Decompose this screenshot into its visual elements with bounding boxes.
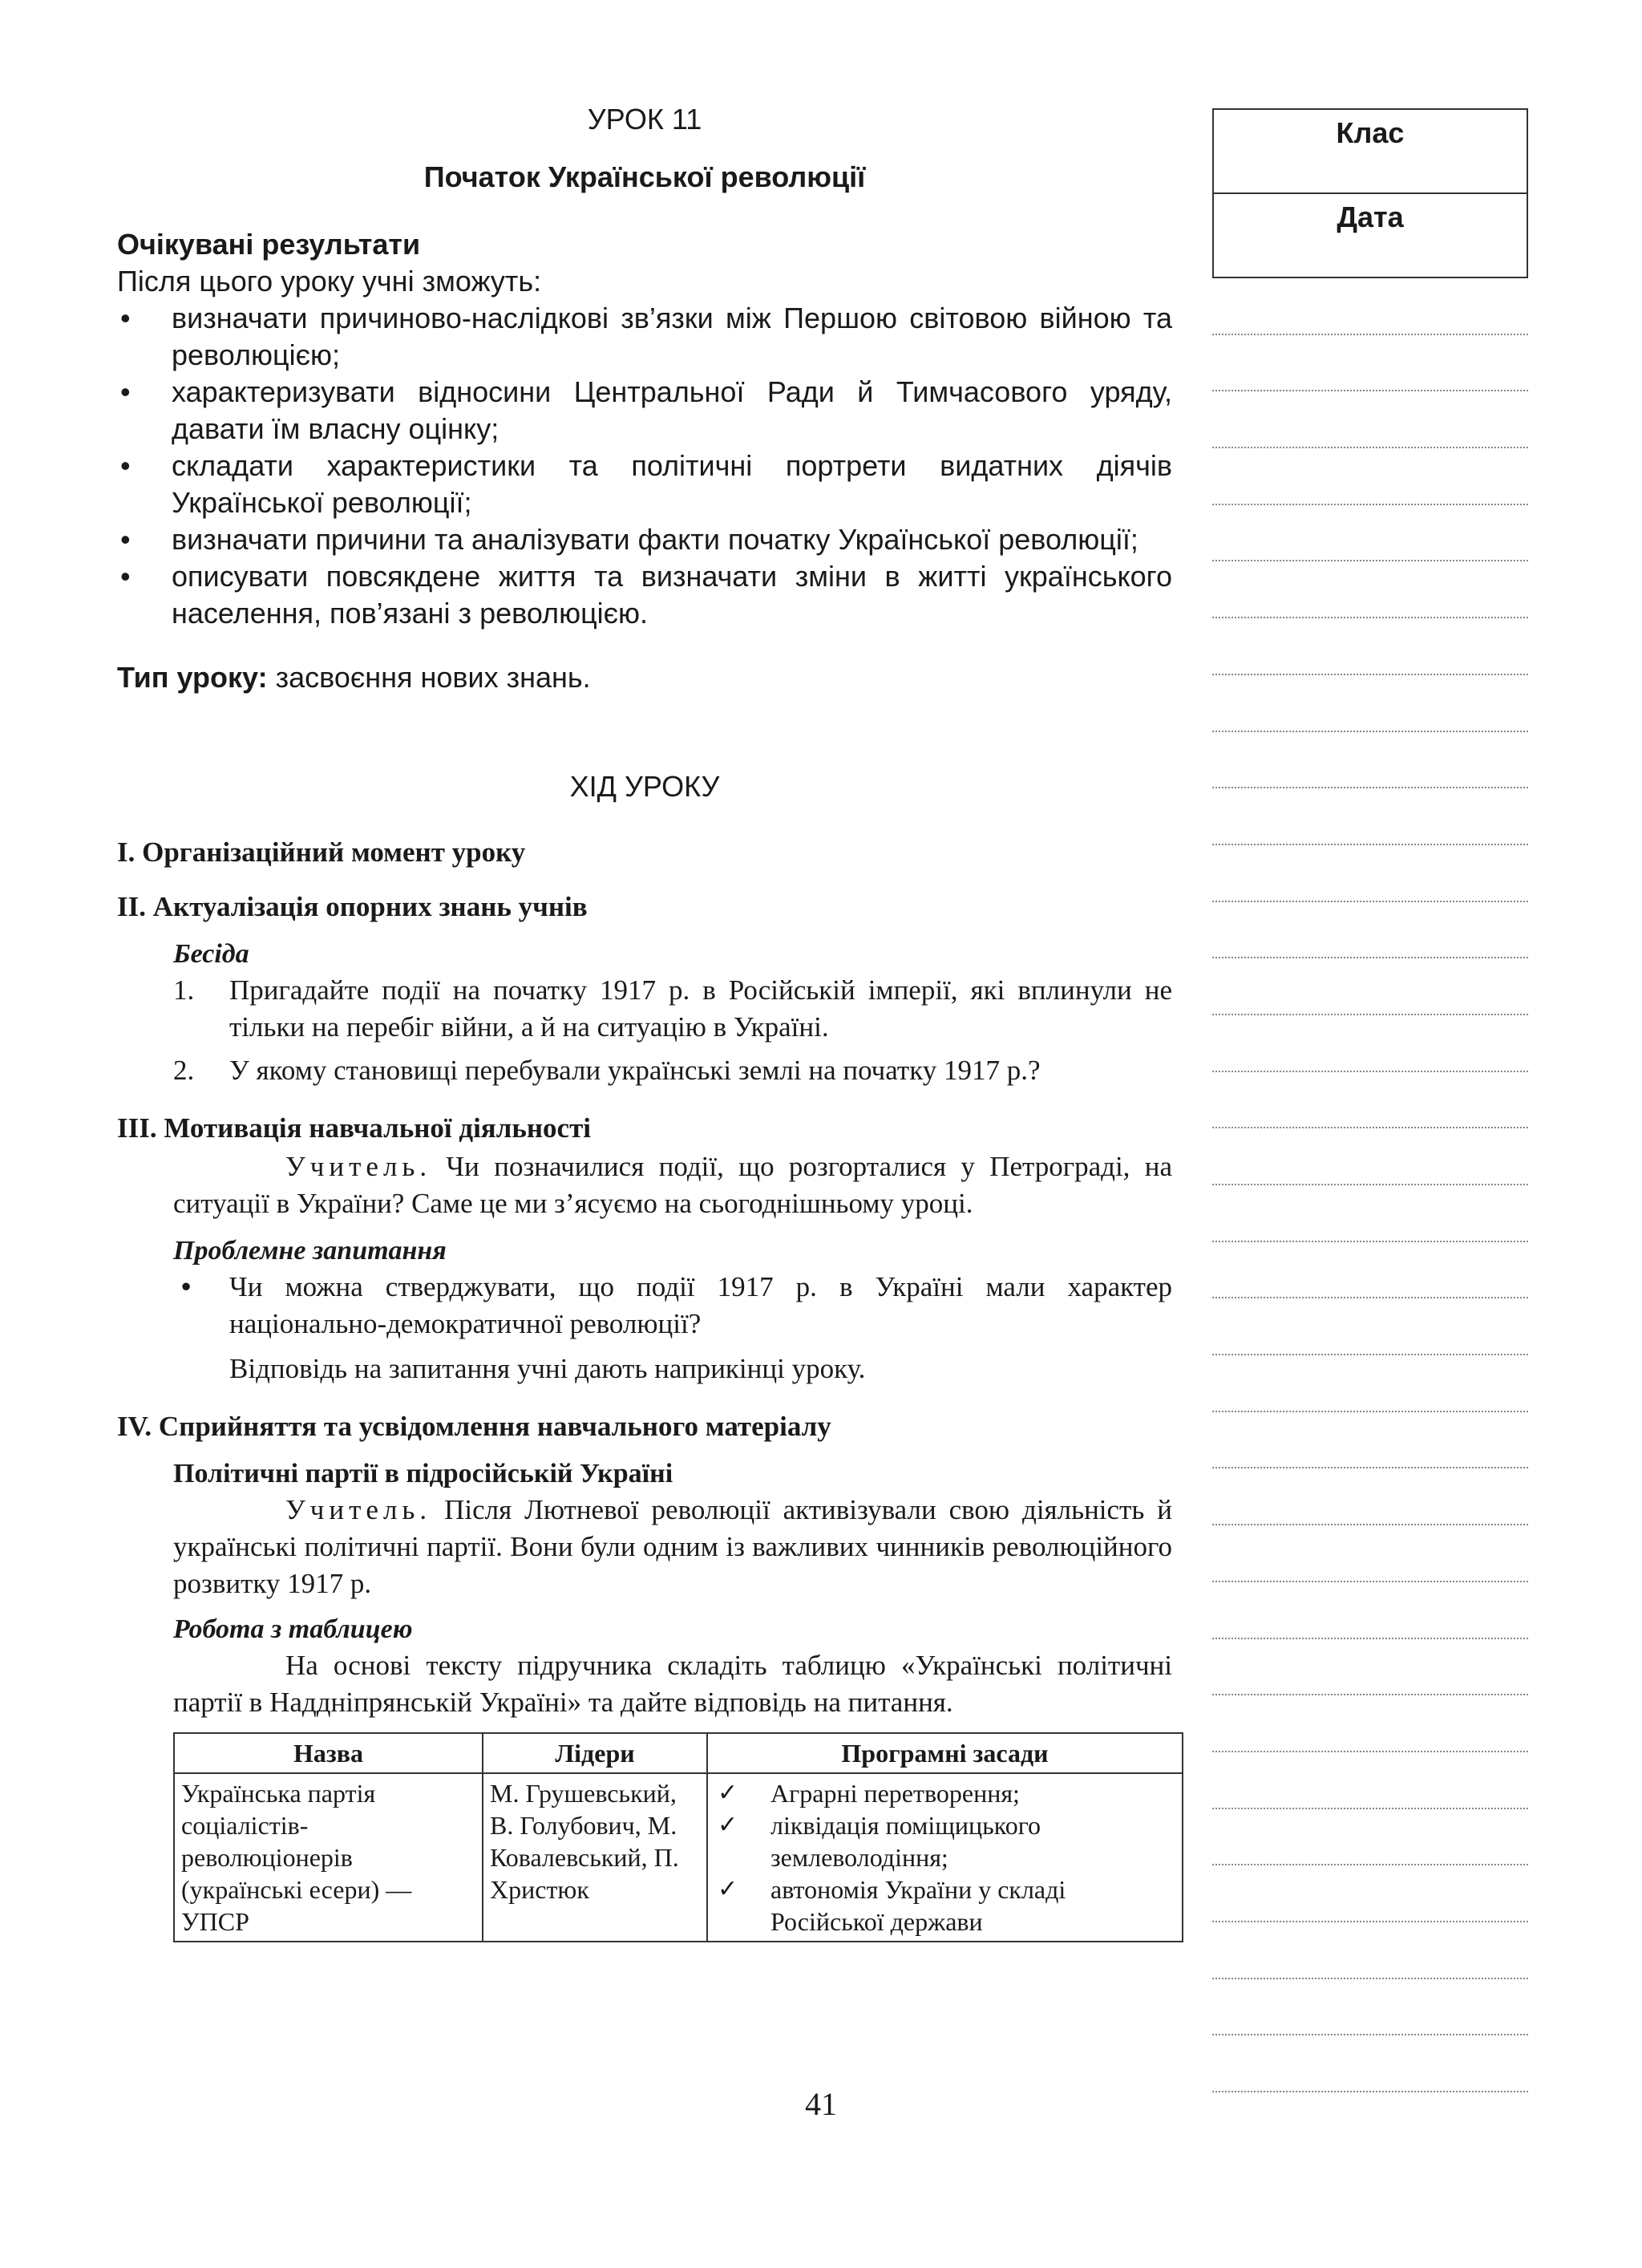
program-item: ✓ ліквідація поміщицького землеволодіння; — [718, 1811, 1041, 1872]
note-line — [1212, 1412, 1528, 1469]
note-line — [1212, 1468, 1528, 1525]
section-2-heading: II. Актуалізація опорних знань учнів — [117, 891, 588, 922]
note-line — [1212, 1298, 1528, 1355]
note-line — [1212, 845, 1528, 902]
section-3-paragraph: Учитель. Чи позначилися події, що розгорталися у Петрограді, на ситуації в України? Саме це ми з’ясуємо на сьогоднішньому уроці. — [173, 1151, 1172, 1219]
outcomes-list — [117, 300, 1172, 632]
page-number: 41 — [805, 2086, 837, 2122]
table-row — [174, 1773, 1183, 1942]
note-line — [1212, 448, 1528, 505]
note-line — [1212, 1072, 1528, 1129]
lesson-type-label: Тип уроку: — [117, 661, 268, 694]
note-line — [1212, 788, 1528, 845]
section-1-heading: I. Організаційний момент уроку — [117, 836, 526, 868]
main-content — [117, 103, 1172, 1942]
section-2-questions — [173, 972, 1172, 1089]
column-header: Лідери — [483, 1733, 707, 1773]
list-item: 1. Пригадайте події на початку 1917 р. в Російській імперії, які вплинули не тільки на перебіг війни, а й на ситуацію в Україні. — [173, 974, 1172, 1043]
party-program-cell — [707, 1773, 1183, 1942]
date-label: Дата — [1337, 200, 1404, 233]
note-line — [1212, 1639, 1528, 1696]
note-line — [1212, 1922, 1528, 1979]
note-line — [1212, 618, 1528, 675]
section-4-subheading-2: Робота з таблицею — [173, 1614, 413, 1644]
note-line — [1212, 1865, 1528, 1922]
list-item: • Чи можна стверджувати, що події 1917 р. в Україні мали характер національно-демократичної революції? — [181, 1271, 1172, 1339]
note-line — [1212, 1185, 1528, 1242]
section-4-subheading: Політичні партії в підросійській Україні — [173, 1459, 673, 1488]
section-2-subheading: Бесіда — [173, 939, 249, 969]
check-icon: ✓ — [718, 1779, 738, 1807]
section-3-subheading: Проблемне запитання — [173, 1236, 447, 1266]
check-icon: ✓ — [718, 1811, 738, 1839]
column-header: Назва — [174, 1733, 483, 1773]
lesson-number: УРОК 11 — [587, 103, 702, 136]
note-line — [1212, 1582, 1528, 1639]
lesson-type — [117, 659, 1172, 696]
table-header-row — [174, 1733, 1183, 1773]
outcomes-intro: Після цього уроку учні зможуть: — [117, 265, 542, 298]
note-line — [1212, 505, 1528, 562]
note-line — [1212, 1128, 1528, 1185]
note-line — [1212, 1242, 1528, 1299]
note-line — [1212, 675, 1528, 732]
course-title: ХІД УРОКУ — [569, 770, 720, 803]
note-line — [1212, 1979, 1528, 2036]
list-item: • складати характеристики та політичні портрети видатних діячів Української революції; — [120, 449, 1172, 519]
party-leaders-cell: М. Грушевський, В. Голубович, М. Ковалевський, П. Христюк — [483, 1773, 707, 1942]
class-label: Клас — [1214, 110, 1527, 194]
outcomes-heading: Очікувані результати — [117, 228, 421, 261]
section-3-heading: III. Мотивація навчальної діяльності — [117, 1112, 592, 1144]
list-item: • визначати причини та аналізувати факти початку Української революції; — [120, 523, 1138, 556]
list-item: 2. У якому становищі перебували українські землі на початку 1917 р.? — [173, 1055, 1041, 1086]
section-3-answer: Відповідь на запитання учні дають наприкінці уроку. — [229, 1353, 866, 1384]
program-item: ✓ Аграрні перетворення; — [718, 1779, 1020, 1808]
note-line — [1212, 1695, 1528, 1752]
note-line — [1212, 902, 1528, 959]
note-line — [1212, 732, 1528, 789]
list-item: • описувати повсякдене життя та визначати зміни в житті українського населення, пов’язані з революцією. — [120, 560, 1172, 630]
note-line — [1212, 1752, 1528, 1809]
section-4-paragraph: Учитель. Після Лютневої революції активізували свою діяльність й українські політичні партії. Вони були одним із важливих чинників революційного розвитку 1917 р. — [173, 1494, 1172, 1599]
note-line — [1212, 2035, 1528, 2092]
note-line — [1212, 335, 1528, 392]
note-line — [1212, 1015, 1528, 1072]
list-item: • характеризувати відносини Центральної Ради й Тимчасового уряду, давати їм власну оцінку; — [120, 375, 1172, 445]
notes-lines — [1212, 278, 1528, 2092]
note-line — [1212, 391, 1528, 448]
column-header: Програмні засади — [707, 1733, 1183, 1773]
note-line — [1212, 1525, 1528, 1582]
note-line — [1212, 958, 1528, 1015]
list-item: • визначати причиново-наслідкові зв’язки між Першою світовою війною та революцією; — [120, 302, 1172, 371]
note-line — [1212, 278, 1528, 335]
note-line — [1212, 1809, 1528, 1866]
program-item: ✓ автономія України у складі Російської держави — [718, 1875, 1066, 1936]
section-3-question — [173, 1269, 1172, 1343]
lesson-title: Початок Української революції — [423, 160, 866, 193]
note-line — [1212, 561, 1528, 618]
parties-table — [173, 1732, 1183, 1942]
check-icon: ✓ — [718, 1875, 738, 1903]
class-date-box — [1212, 108, 1528, 278]
note-line — [1212, 1355, 1528, 1412]
section-4-task: На основі тексту підручника складіть таблицю «Українські політичні партії в Наддніпрянській Україні» та дайте відповідь на питання. — [173, 1650, 1172, 1718]
lesson-type-value: засвоєння нових знань. — [267, 661, 591, 694]
section-4-heading: IV. Сприйняття та усвідомлення навчального матеріалу — [117, 1411, 831, 1442]
party-name-cell: Українська партія соціалістів-революціонерів (українські есери) — УПСР — [174, 1773, 483, 1942]
